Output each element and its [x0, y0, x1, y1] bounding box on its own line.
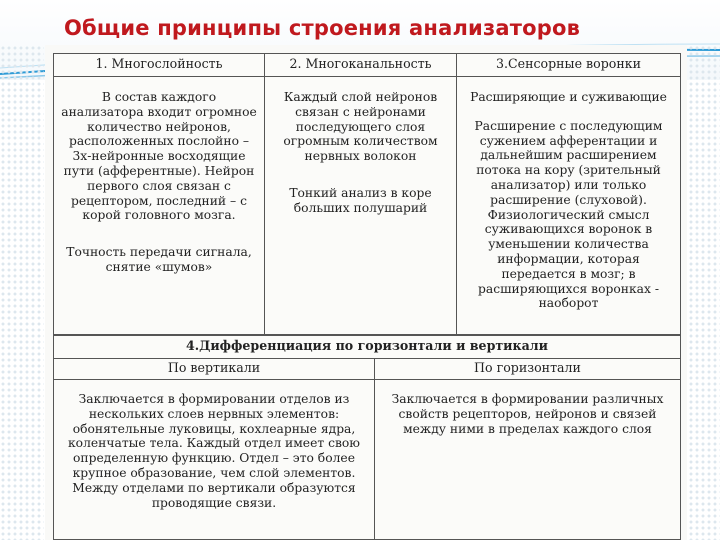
principles-table: [53, 53, 681, 335]
column-header: По вертикали: [54, 359, 374, 380]
differentiation-header: 4.Дифференциация по горизонтали и вертикали: [54, 336, 680, 359]
column-horizontal: [375, 359, 680, 539]
column-header: По горизонтали: [375, 359, 680, 380]
column-text: Заключается в формировании различных свойств рецепторов, нейронов и связей между ними в пределах каждого слоя: [391, 392, 664, 436]
column-multilayer: [54, 54, 265, 334]
slide-title: Общие принципы строения анализаторов: [64, 16, 581, 40]
column-vertical: [54, 359, 375, 539]
column-header: 2. Многоканальность: [265, 54, 456, 77]
scanned-document: [45, 45, 687, 540]
column-text: Тонкий анализ в коре больших полушарий: [289, 185, 432, 215]
column-multichannel: [265, 54, 457, 334]
column-header: 1. Многослойность: [54, 54, 264, 77]
column-text: Точность передачи сигнала, снятие «шумов»: [66, 245, 252, 274]
column-text: Каждый слой нейронов связан с нейронами последующего слоя огромным количеством нервных волокон: [283, 90, 438, 164]
column-text: Расширение с последующим сужением афферентации и дальнейшим расширением потока на кору (зрительный анализатор) или только расширение (слуховой). Физиологический смысл суживающихся воронок в уменьшении количества информации, которая передается в мозг; в расширяющихся воронках - наоборот: [474, 118, 663, 311]
column-text: В состав каждого анализатора входит огромное количество нейронов, расположенных послойно – 3х-нейронные восходящие пути (афферентные). Нейрон первого слоя связан с рецептором, последний – с корой головного мозга.: [61, 90, 257, 223]
decorative-dots-left: [0, 45, 44, 540]
differentiation-table: [53, 335, 681, 540]
column-text: Заключается в формировании отделов из нескольких слоев нервных элементов: обонятельные луковицы, кохлеарные ядра, коленчатые тела. Каждый отдел имеет свою определенную функцию. Отдел – это более крупное образование, чем слой элементов. Между отделами по вертикали образуются проводящие связи.: [68, 392, 360, 510]
column-text: Расширяющие и суживающие: [470, 90, 667, 104]
column-header: 3.Сенсорные воронки: [457, 54, 680, 77]
column-sensory-funnels: [457, 54, 680, 334]
